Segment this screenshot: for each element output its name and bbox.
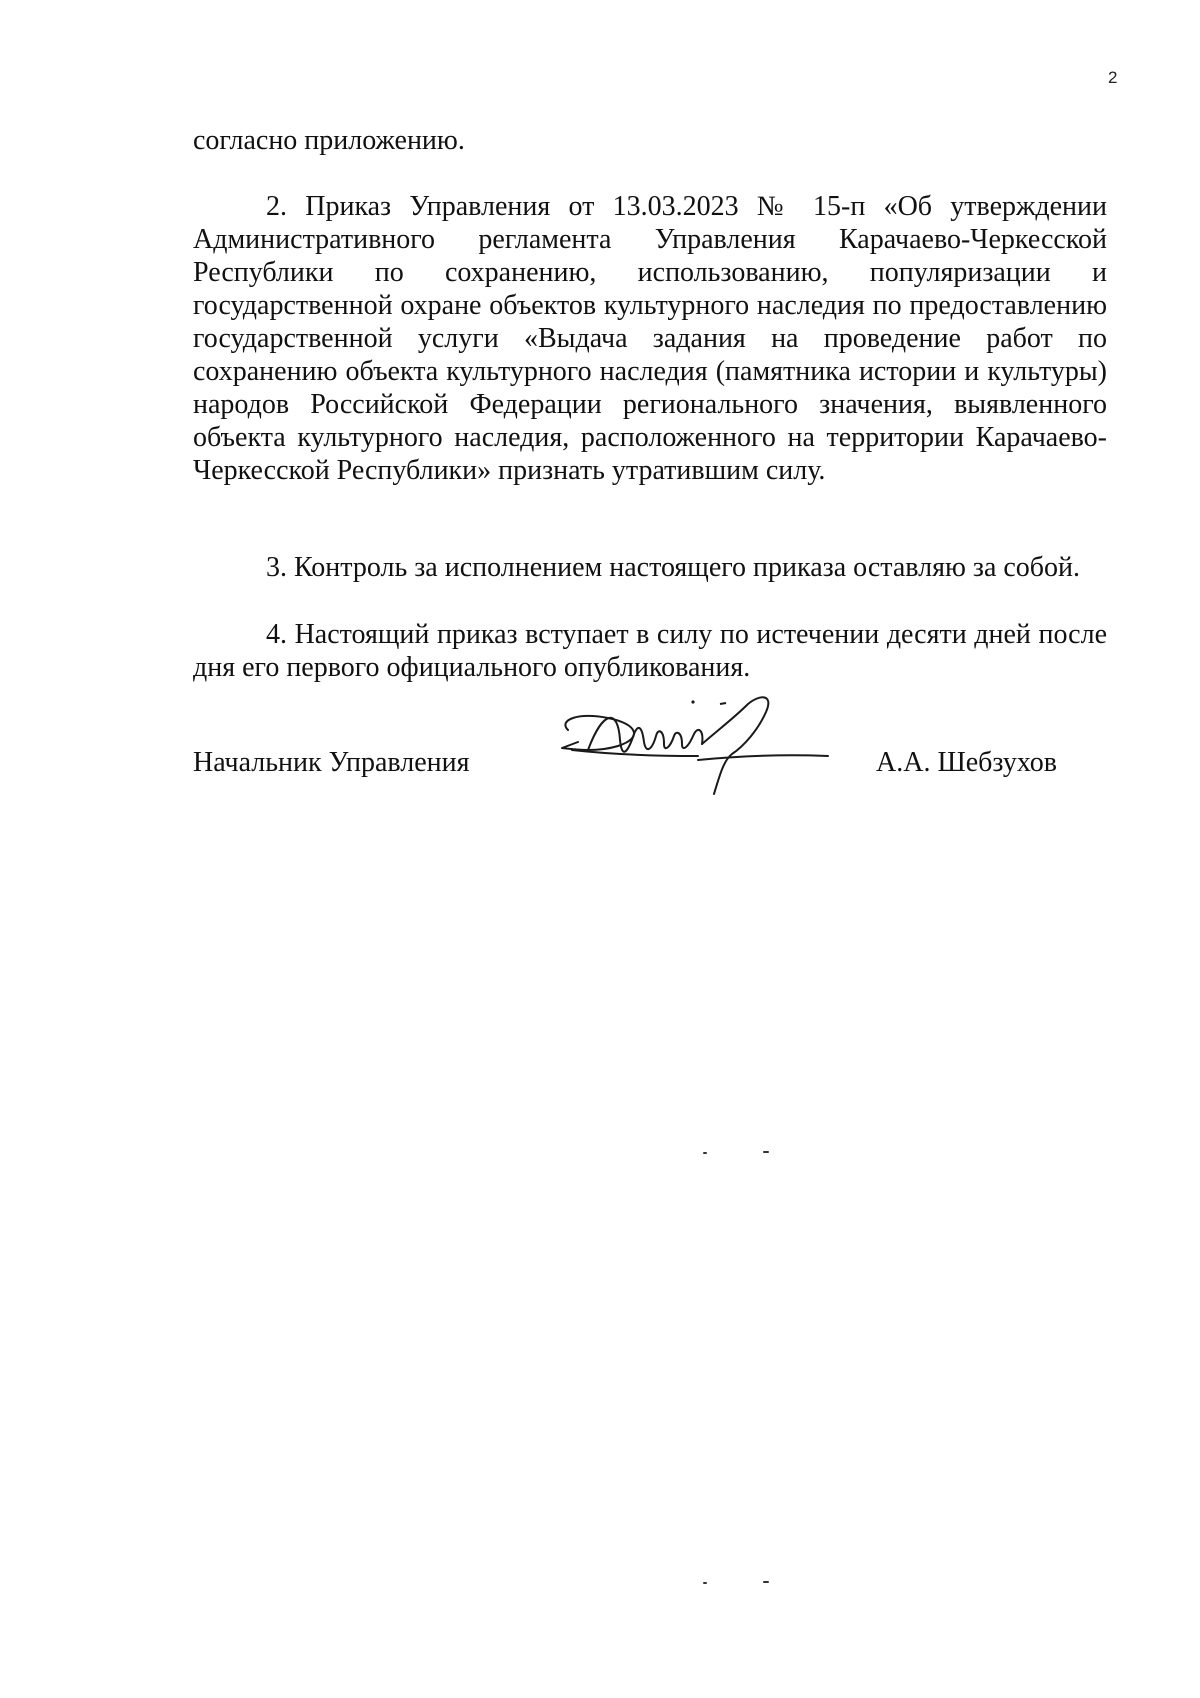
signature-name: А.А. Шебзухов [876, 747, 1057, 778]
scan-speck [763, 1581, 769, 1583]
page-number: 2 [1108, 68, 1118, 87]
scan-speck [703, 1152, 707, 1154]
handwritten-signature-icon [548, 690, 838, 800]
paragraph-item-2: 2. Приказ Управления от 13.03.2023 № 15-п «Об утверждении Административного регламента Управления Карачаево-Черкесской Республики по сохранению, использованию, популяризации и государственной охране объектов культурного наследия по предоставлению государственной услуги «Выдача задания на проведение работ по сохранению объекта культурного наследия (памятника истории и культуры) народов Российской Федерации регионального значения, выявленного объекта культурного наследия, расположенного на территории Карачаево-Черкесской Республики» признать утратившим силу. [193, 191, 1107, 486]
paragraph-item-3: 3. Контроль за исполнением настоящего приказа оставляю за собой. [266, 552, 1081, 583]
scan-speck [763, 1151, 769, 1153]
paragraph-continuation: согласно приложению. [193, 125, 465, 156]
paragraph-item-4: 4. Настоящий приказ вступает в силу по истечении десяти дней после дня его первого официального опубликования. [193, 619, 1107, 683]
signature-position-title: Начальник Управления [193, 747, 470, 778]
scan-speck [703, 1582, 707, 1584]
